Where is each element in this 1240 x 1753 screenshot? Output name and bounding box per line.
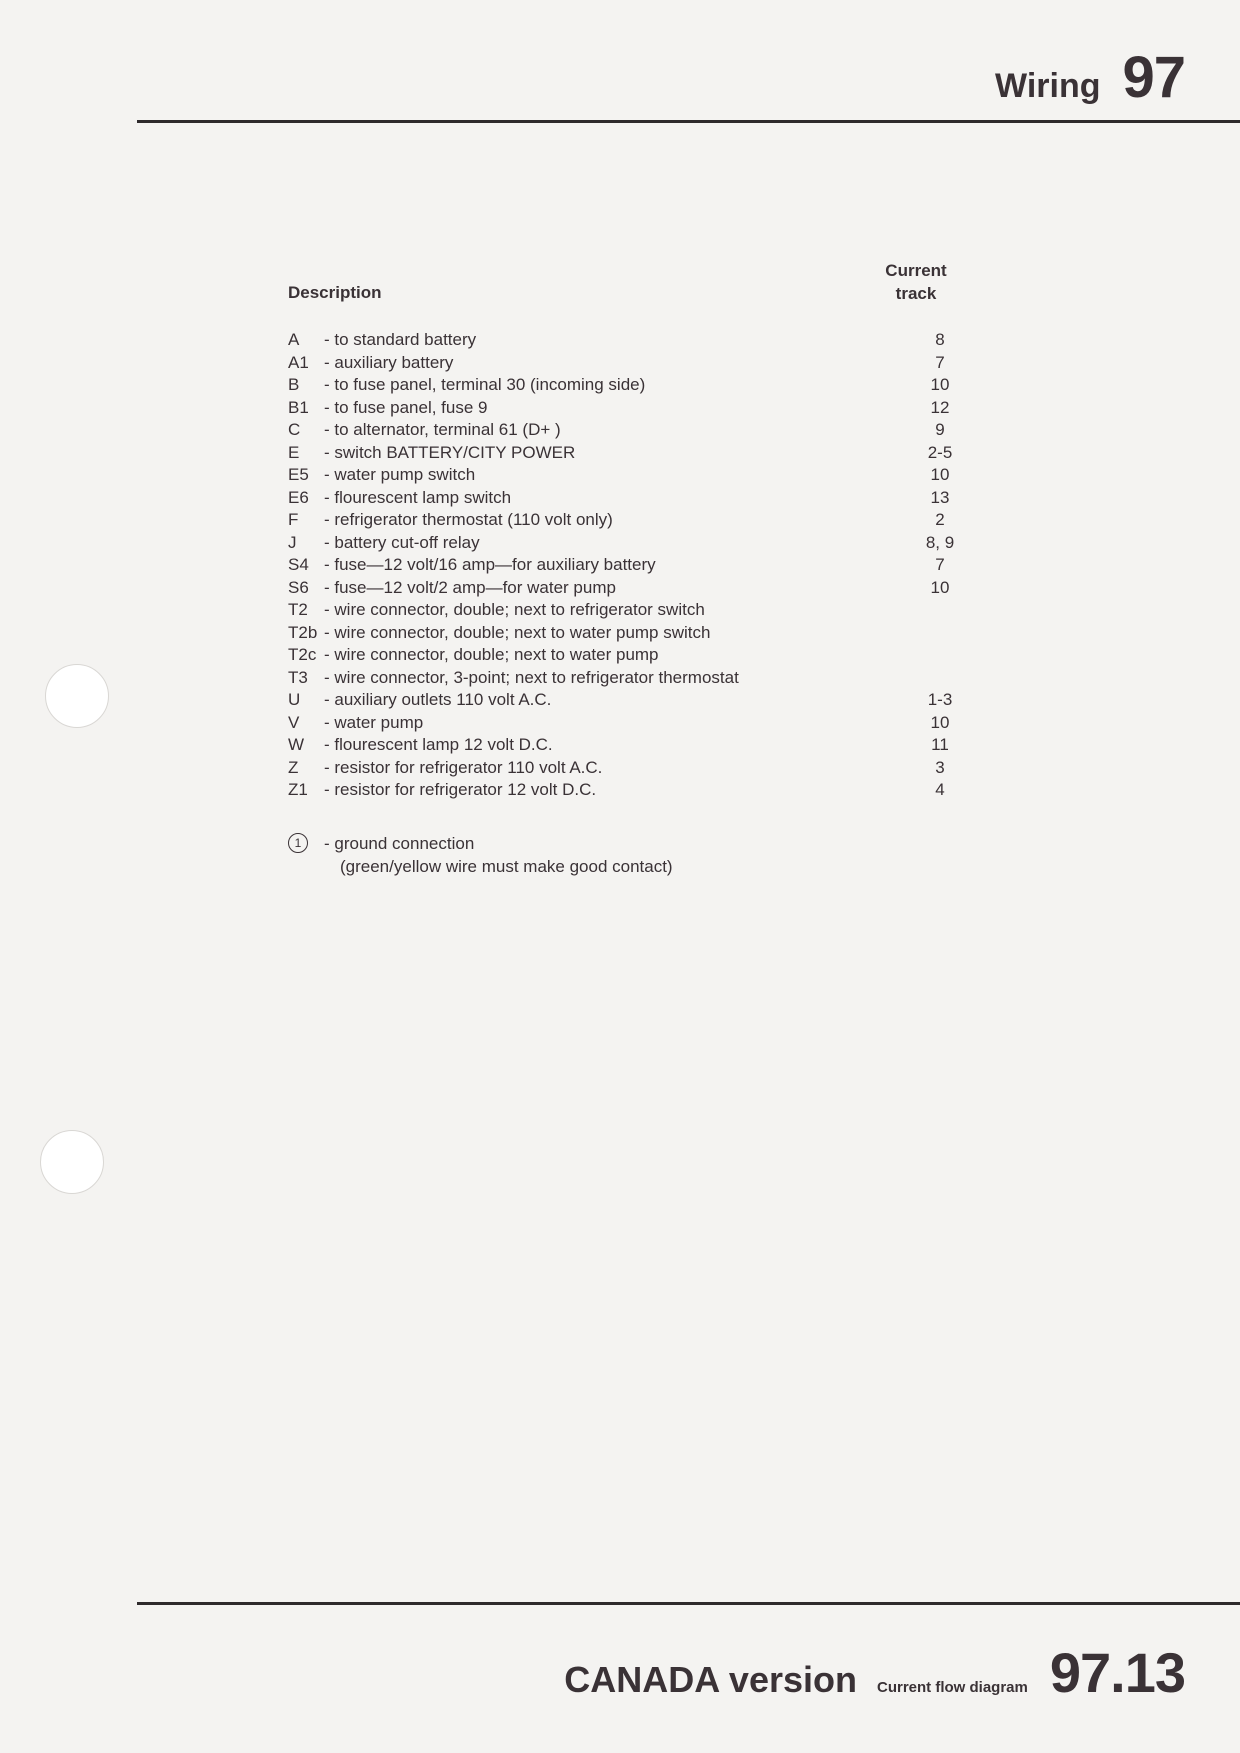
- legend-track: 10: [930, 375, 950, 394]
- current-track-heading: [858, 259, 974, 305]
- legend-track: 13: [930, 487, 950, 507]
- legend-code: Z: [288, 757, 299, 777]
- legend-description: - refrigerator thermostat (110 volt only): [324, 510, 613, 529]
- legend-row: [288, 442, 968, 465]
- legend-code: E5: [288, 465, 309, 484]
- legend-code: T2: [288, 600, 308, 619]
- legend-code: A: [288, 330, 300, 349]
- legend-track: 10: [930, 712, 950, 732]
- legend-row: [288, 577, 968, 600]
- legend-description: - fuse—12 volt/16 amp—for auxiliary battery: [324, 555, 656, 574]
- legend-code: A1: [288, 352, 309, 372]
- legend-row: [288, 779, 968, 802]
- legend-code: S6: [288, 577, 309, 597]
- legend-row: [288, 329, 968, 352]
- legend-track: 2: [935, 510, 945, 529]
- legend-row: [288, 352, 968, 375]
- legend-row: [288, 509, 968, 532]
- legend-description: - wire connector, double; next to water pump: [324, 645, 659, 664]
- legend-track: 10: [930, 465, 950, 484]
- page-number: 97.13: [1049, 1641, 1185, 1704]
- ground-description: - ground connection: [324, 834, 475, 853]
- legend-row: [288, 734, 968, 757]
- legend-code: U: [288, 690, 301, 709]
- binder-hole-bottom: [40, 1130, 104, 1194]
- legend-row: [288, 464, 968, 487]
- legend-description: - to fuse panel, fuse 9: [324, 397, 488, 417]
- legend-track: 9: [935, 420, 945, 439]
- legend-description: - water pump: [324, 712, 424, 732]
- current-track-heading-line1: Current: [885, 261, 947, 280]
- legend-code: W: [288, 735, 305, 754]
- legend-description: - fuse—12 volt/2 amp—for water pump: [324, 577, 616, 597]
- legend-row: [288, 397, 968, 420]
- legend-row: [288, 622, 968, 645]
- legend-track: 2-5: [927, 442, 953, 462]
- legend-code: B: [288, 375, 300, 394]
- legend-description: - switch BATTERY/CITY POWER: [324, 442, 576, 462]
- legend-row: [288, 757, 968, 780]
- footer-rule: [137, 1602, 1240, 1605]
- legend-track: 12: [930, 397, 950, 417]
- section-number: 97: [1122, 45, 1185, 110]
- legend-row: [288, 532, 968, 555]
- legend-description: - to standard battery: [324, 330, 477, 349]
- legend-description: - resistor for refrigerator 110 volt A.C.: [324, 757, 603, 777]
- legend-description: - wire connector, 3-point; next to refrigerator thermostat: [324, 667, 739, 687]
- legend-track: 3: [935, 757, 945, 777]
- legend-code: V: [288, 712, 300, 732]
- legend-description: - flourescent lamp 12 volt D.C.: [324, 735, 553, 754]
- legend-track: 7: [935, 555, 945, 574]
- legend-code: C: [288, 420, 301, 439]
- page-header: [995, 44, 1185, 111]
- legend-track: 7: [935, 352, 945, 372]
- ground-note: (green/yellow wire must make good contact): [340, 857, 673, 876]
- legend-list: [288, 329, 968, 802]
- legend-description: - battery cut-off relay: [324, 532, 480, 552]
- legend-code: S4: [288, 555, 309, 574]
- legend-description: - flourescent lamp switch: [324, 487, 512, 507]
- legend-row: [288, 554, 968, 577]
- legend-code: Z1: [288, 780, 308, 799]
- legend-track: 4: [935, 780, 945, 799]
- version-title: CANADA version: [564, 1659, 857, 1700]
- section-title: Wiring: [995, 67, 1101, 105]
- legend-description: - resistor for refrigerator 12 volt D.C.: [324, 780, 597, 799]
- legend-row: [288, 599, 968, 622]
- legend-row: [288, 419, 968, 442]
- legend-row: [288, 487, 968, 510]
- legend-track: 11: [931, 735, 949, 754]
- legend-track: 1-3: [927, 690, 953, 709]
- legend-code: F: [288, 510, 299, 529]
- legend-code: T2c: [288, 645, 317, 664]
- legend-code: T3: [288, 667, 308, 687]
- legend-track: 8: [935, 330, 945, 349]
- page-footer: [564, 1640, 1185, 1705]
- diagram-label: Current flow diagram: [877, 1679, 1028, 1696]
- legend-row: [288, 644, 968, 667]
- header-rule: [137, 120, 1240, 123]
- description-heading: Description: [288, 283, 382, 302]
- legend-description: - water pump switch: [324, 465, 476, 484]
- legend-description: - auxiliary outlets 110 volt A.C.: [324, 690, 552, 709]
- legend-description: - to fuse panel, terminal 30 (incoming side): [324, 375, 646, 394]
- legend-track: 8, 9: [925, 532, 955, 552]
- binder-hole-top: [45, 664, 109, 728]
- legend-code: T2b: [288, 622, 318, 642]
- legend-row: [288, 712, 968, 735]
- legend-row: [288, 689, 968, 712]
- legend-description: - wire connector, double; next to water pump switch: [324, 622, 711, 642]
- current-track-heading-line2: track: [895, 284, 937, 303]
- legend-track: 10: [930, 577, 950, 597]
- legend-code: E6: [288, 487, 309, 507]
- legend-row: [288, 374, 968, 397]
- legend-description: - to alternator, terminal 61 (D+ ): [324, 420, 561, 439]
- legend-description: - auxiliary battery: [324, 352, 454, 372]
- legend-description: - wire connector, double; next to refrigerator switch: [324, 600, 705, 619]
- legend-code: J: [288, 532, 297, 552]
- ground-symbol-icon: 1: [288, 833, 308, 853]
- legend-code: B1: [288, 397, 309, 417]
- legend-row: [288, 667, 968, 690]
- legend-code: E: [288, 442, 300, 462]
